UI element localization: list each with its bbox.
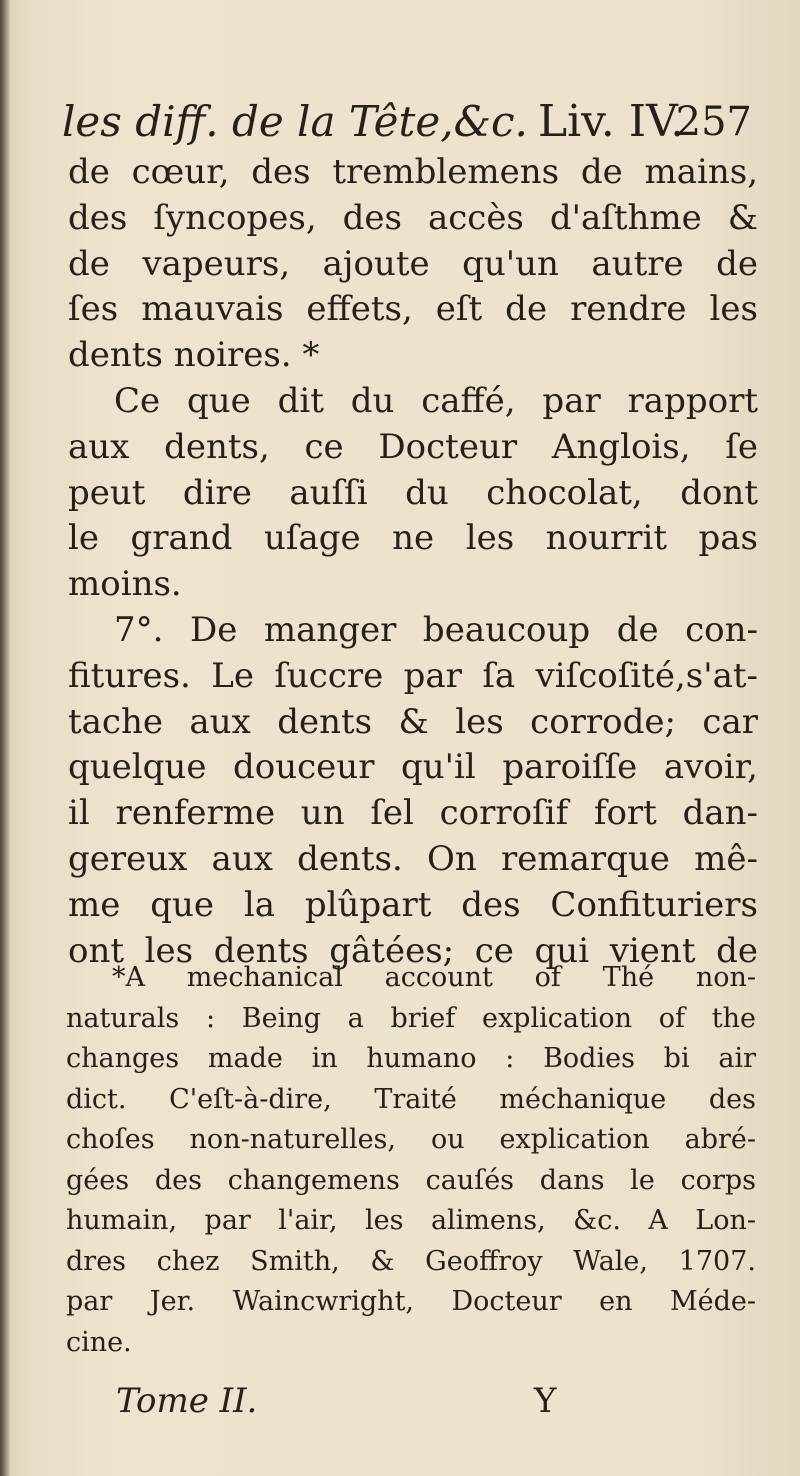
footnote-line: gées des changemens cauſés dans le corps bbox=[66, 1164, 756, 1196]
footnote-line: par Jer. Waincwright, Docteur en Méde- bbox=[66, 1286, 756, 1317]
footnote-line: dict. C'eſt-à-dire, Traité méchanique des bbox=[66, 1083, 756, 1115]
volume-label: Tome II. bbox=[116, 1381, 258, 1421]
footnote-line: changes made in humano : Bodies bi air bbox=[66, 1043, 756, 1074]
text-line: peut dire auſſi du chocolat, dont bbox=[68, 472, 758, 513]
main-text bbox=[68, 150, 758, 974]
page-number: 257 bbox=[675, 99, 752, 145]
text-line: 7°. De manger beaucoup de con- bbox=[114, 609, 758, 650]
text-line: ſes mauvais effets, eſt de rendre les bbox=[68, 289, 758, 330]
text-line: fitures. Le ſuccre par ſa viſcoſité,s'at- bbox=[68, 655, 758, 696]
footnote-line: naturals : Being a brief explication of the bbox=[66, 1002, 756, 1034]
page-footer bbox=[116, 1376, 596, 1426]
signature-mark: Y bbox=[534, 1381, 557, 1421]
text-line: gereux aux dents. On remarque mê- bbox=[68, 838, 758, 879]
text-line: aux dents, ce Docteur Anglois, ſe bbox=[68, 426, 758, 467]
text-line: quelque douceur qu'il paroiſſe avoir, bbox=[68, 747, 758, 788]
book-gutter-shadow bbox=[0, 0, 10, 1476]
text-line: de vapeurs, ajoute qu'un autre de bbox=[68, 243, 758, 284]
text-line: moins. bbox=[68, 564, 182, 605]
footnote-line: humain, par l'air, les alimens, &c. A Lon- bbox=[66, 1205, 756, 1236]
running-header bbox=[62, 92, 752, 152]
running-title: les diff. de la Tête,&c. bbox=[62, 97, 528, 146]
footnote-line: cine. bbox=[66, 1326, 132, 1358]
text-line: tache aux dents & les corrode; car bbox=[68, 701, 758, 742]
footnote-line: *A mechanical account of Thé non- bbox=[112, 962, 756, 993]
footnote-line: choſes non-naturelles, ou explication abré- bbox=[66, 1124, 756, 1155]
text-line: me que la plûpart des Confituriers bbox=[68, 884, 758, 925]
text-line: dents noires. * bbox=[68, 335, 320, 376]
footnote-line: dres chez Smith, & Geoffroy Wale, 1707. bbox=[66, 1245, 756, 1277]
text-line: il renferme un ſel corroſif fort dan- bbox=[68, 793, 758, 834]
text-line: le grand uſage ne les nourrit pas bbox=[68, 518, 758, 559]
footnote bbox=[66, 958, 756, 1363]
book-number: Liv. IV. bbox=[537, 96, 685, 147]
text-line: de cœur, des tremblemens de mains, bbox=[68, 152, 758, 192]
text-line: Ce que dit du caffé, par rapport bbox=[114, 380, 758, 421]
text-line: des ſyncopes, des accès d'aſthme & bbox=[68, 197, 758, 238]
text-line: ont les dents gâtées; ce qui vient de bbox=[68, 930, 758, 971]
